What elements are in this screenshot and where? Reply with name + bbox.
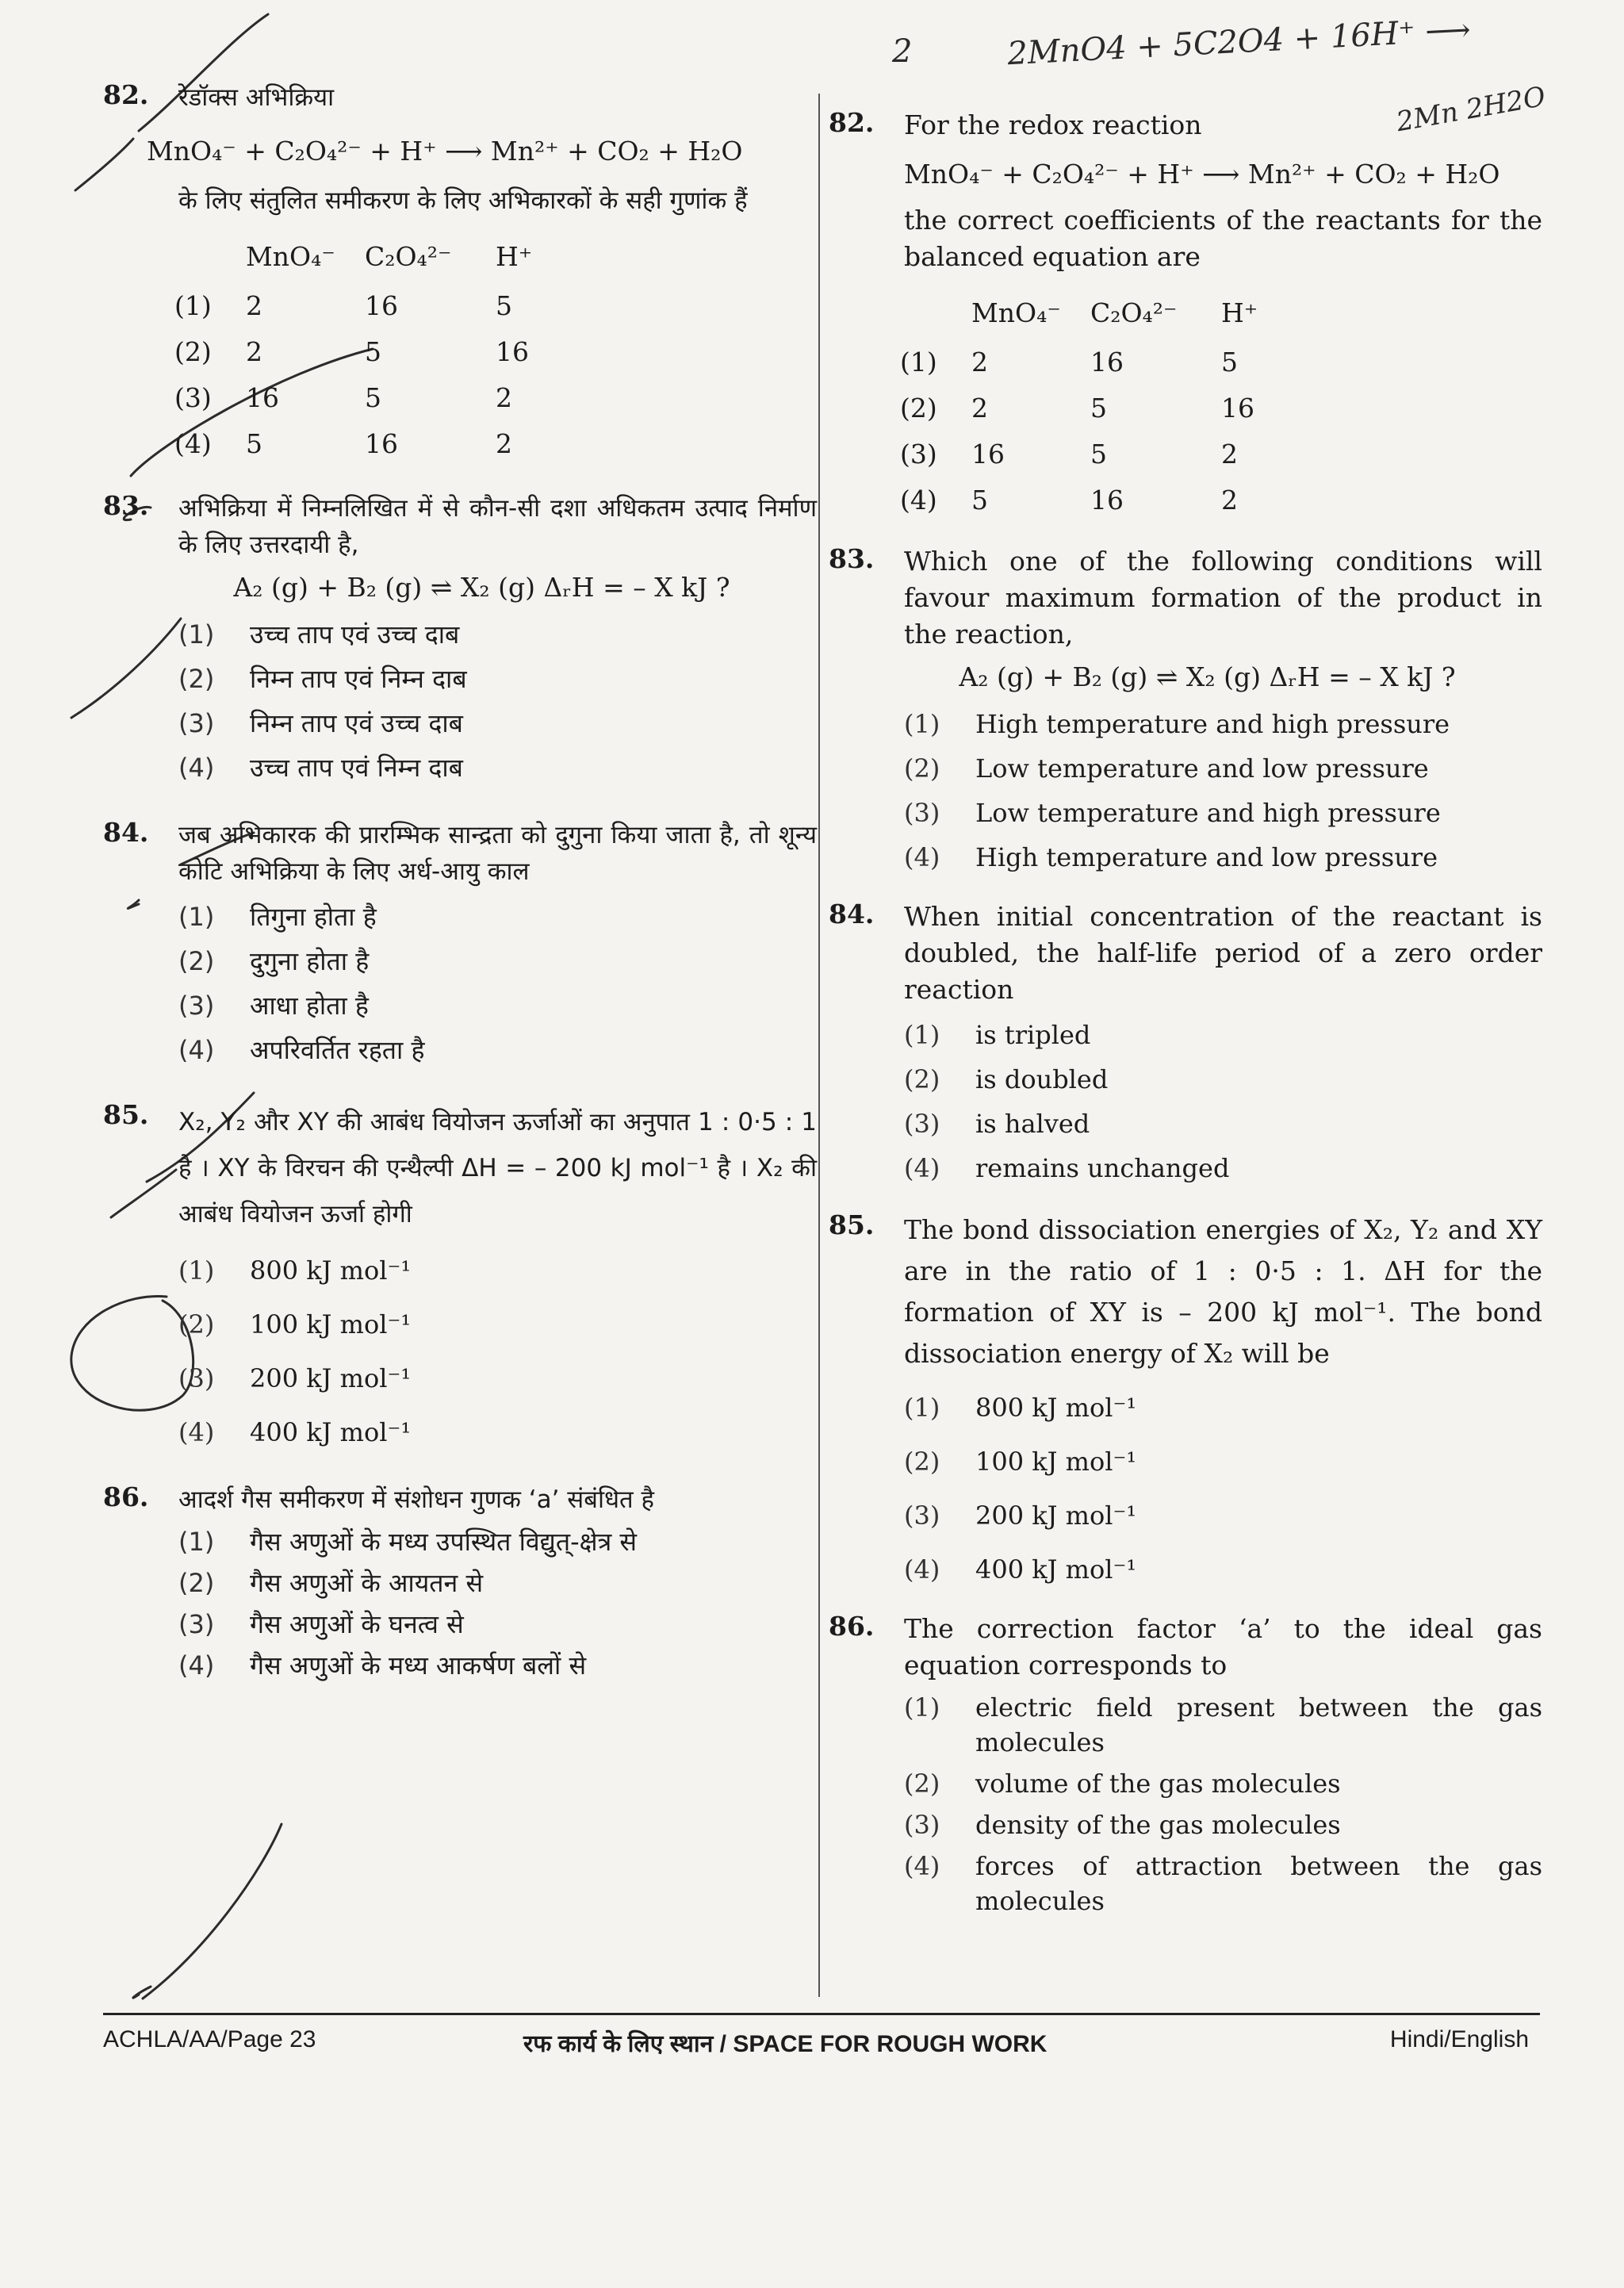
handwritten-two: 2: [892, 33, 913, 70]
option: [904, 1106, 1542, 1141]
question-text: the correct coefficients of the reactants for the balanced equation are: [904, 205, 1542, 272]
option-text: तिगुना होता है: [250, 902, 377, 932]
option: [178, 1648, 817, 1683]
cell: 2: [971, 346, 988, 378]
cell: 2: [1221, 484, 1238, 515]
option-number: (2): [904, 1064, 940, 1094]
option: [178, 1361, 817, 1396]
option: [904, 1151, 1542, 1186]
option-text: उच्च ताप एवं निम्न दाब: [250, 753, 463, 783]
option: [904, 751, 1542, 786]
question-number: 84.: [103, 817, 149, 848]
option-text: remains unchanged: [975, 1153, 1230, 1183]
equation-arrow: ⟶: [436, 136, 491, 167]
option-number: (1): [900, 346, 937, 378]
option-text: 200 kJ mol⁻¹: [975, 1500, 1137, 1531]
reaction-equation: A₂ (g) + B₂ (g) ⇌ X₂ (g) ΔᵣH = – X kJ ?: [959, 661, 1456, 692]
cell: 16: [971, 438, 1005, 469]
option-text: High temperature and high pressure: [975, 709, 1450, 739]
table-row: [900, 431, 1542, 477]
question-86-english: [829, 1611, 1542, 1918]
question-83-hindi: [103, 490, 817, 785]
cell: 5: [1221, 346, 1238, 378]
rough-work-label: रफ कार्य के लिए स्थान / SPACE FOR ROUGH WORK: [523, 2031, 1048, 2057]
cell: 5: [365, 335, 381, 367]
cell: 16: [1090, 346, 1124, 378]
option-number: (4): [174, 427, 212, 459]
cell: 16: [246, 381, 279, 413]
option-text: 800 kJ mol⁻¹: [975, 1393, 1137, 1423]
cell: 2: [971, 392, 988, 423]
question-text: आदर्श गैस समीकरण में संशोधन गुणक ‘a’ संबंधित है: [178, 1485, 655, 1514]
option: [904, 1390, 1542, 1425]
question-number: 83.: [829, 543, 875, 574]
option-text: Low temperature and high pressure: [975, 798, 1441, 828]
cell: 5: [1090, 392, 1107, 423]
cell: 2: [246, 289, 262, 321]
question-text: अभिक्रिया में निम्नलिखित में से कौन-सी दशा अधिकतम उत्पाद निर्माण के लिए उत्तरदायी है,: [178, 494, 817, 559]
option-text: density of the gas molecules: [975, 1810, 1341, 1840]
option-number: (2): [900, 392, 937, 423]
option-text: गैस अणुओं के मध्य आकर्षण बलों से: [250, 1650, 587, 1681]
question-text: When initial concentration of the reactant is doubled, the half-life period of a zero order reaction: [904, 901, 1542, 1005]
option-text: 800 kJ mol⁻¹: [250, 1255, 412, 1286]
option-number: (4): [178, 1650, 215, 1681]
cell: 16: [496, 335, 529, 367]
option-number: (3): [178, 1363, 215, 1393]
option-number: (2): [178, 946, 215, 976]
table-row: [900, 477, 1542, 523]
cell: 5: [971, 484, 988, 515]
question-84-english: [829, 899, 1542, 1186]
option-number: (4): [904, 842, 940, 872]
header-c2o4: C₂O₄²⁻: [365, 240, 452, 272]
option-number: (1): [178, 1527, 215, 1557]
question-number: 82.: [103, 79, 149, 110]
option-number: (1): [904, 1692, 940, 1723]
option: [178, 1253, 817, 1288]
header-h: H⁺: [1221, 297, 1258, 328]
option-text: is halved: [975, 1109, 1090, 1139]
cell: 16: [1221, 392, 1254, 423]
option-number: (3): [178, 991, 215, 1021]
option-number: (1): [178, 1255, 215, 1286]
question-number: 86.: [829, 1611, 875, 1642]
column-divider: [818, 94, 820, 1997]
table-header: [174, 230, 817, 282]
option: [178, 661, 817, 696]
question-86-hindi: [103, 1481, 817, 1683]
option-text: आधा होता है: [250, 991, 369, 1021]
table-row: [900, 385, 1542, 431]
option-number: (4): [904, 1153, 940, 1183]
question-text: The correction factor ‘a’ to the ideal gas equation corresponds to: [904, 1613, 1542, 1681]
option: [904, 1690, 1542, 1760]
header-mno4: MnO₄⁻: [971, 297, 1061, 328]
option-number: (3): [178, 708, 215, 738]
question-title: For the redox reaction: [904, 109, 1202, 140]
question-title: रेडॉक्स अभिक्रिया: [178, 83, 335, 112]
option-number: (1): [174, 289, 212, 321]
option: [178, 1524, 817, 1559]
option-text: electric field present between the gas molecules: [975, 1692, 1542, 1757]
header-h: H⁺: [496, 240, 533, 272]
option-number: (4): [178, 1035, 215, 1065]
option: [904, 1766, 1542, 1801]
table-row: [174, 374, 817, 420]
option-number: (1): [904, 1020, 940, 1050]
option-number: (2): [178, 664, 215, 694]
cell: 2: [246, 335, 262, 367]
option-text: अपरिवर्तित रहता है: [250, 1035, 425, 1065]
option-text: उच्च ताप एवं उच्च दाब: [250, 619, 460, 650]
option: [178, 1566, 817, 1600]
question-number: 83.: [103, 490, 149, 521]
option: [178, 1307, 817, 1342]
coefficient-table: [174, 230, 817, 466]
option-number: (3): [178, 1609, 215, 1639]
cell: 5: [1090, 438, 1107, 469]
question-82-english: [829, 107, 1542, 523]
cell: 5: [365, 381, 381, 413]
option-number: (3): [900, 438, 937, 469]
table-row: [174, 420, 817, 466]
option: [904, 1062, 1542, 1097]
option: [904, 1849, 1542, 1918]
footer-rule: [103, 2013, 1540, 2015]
cell: 16: [365, 427, 398, 459]
option-number: (1): [178, 902, 215, 932]
option-text: 400 kJ mol⁻¹: [975, 1554, 1137, 1585]
option-number: (2): [178, 1309, 215, 1339]
option-text: गैस अणुओं के मध्य उपस्थित विद्युत्-क्षेत्र से: [250, 1527, 638, 1557]
option: [904, 1444, 1542, 1479]
table-header: [900, 286, 1542, 339]
option-number: (1): [178, 619, 215, 650]
option: [904, 707, 1542, 742]
option: [178, 899, 817, 934]
handwritten-top-note: 2MnO4 + 5C2O4 + 16H⁺ ⟶: [1006, 11, 1472, 73]
option: [178, 706, 817, 741]
question-number: 85.: [103, 1099, 149, 1130]
option-number: (3): [904, 1109, 940, 1139]
equation-products: Mn²⁺ + CO₂ + H₂O: [490, 136, 743, 167]
option-number: (2): [904, 1447, 940, 1477]
header-c2o4: C₂O₄²⁻: [1090, 297, 1178, 328]
option-number: (4): [904, 1554, 940, 1585]
option: [904, 840, 1542, 875]
table-row: [900, 339, 1542, 385]
option-number: (4): [178, 753, 215, 783]
option-number: (4): [904, 1851, 940, 1881]
question-number: 85.: [829, 1209, 875, 1240]
option-text: Low temperature and low pressure: [975, 753, 1429, 784]
question-85-english: [829, 1209, 1542, 1587]
option-text: 200 kJ mol⁻¹: [250, 1363, 412, 1393]
english-column: [829, 107, 1542, 1939]
question-83-english: [829, 543, 1542, 875]
option: [904, 1552, 1542, 1587]
table-row: [174, 282, 817, 328]
reaction-equation: MnO₄⁻ + C₂O₄²⁻ + H⁺ ⟶ Mn²⁺ + CO₂ + H₂O: [904, 159, 1500, 190]
question-text: X₂, Y₂ और XY की आबंध वियोजन ऊर्जाओं का अनुपात 1 : 0·5 : 1 है । XY के विरचन की एन्थैल्पी ΔH = – 200 kJ mol⁻¹ है । X₂ की आबंध वियोजन ऊर्जा होगी: [178, 1108, 817, 1228]
option-number: (4): [900, 484, 937, 515]
hindi-column: [103, 79, 817, 1704]
option-number: (1): [904, 1393, 940, 1423]
option-text: volume of the gas molecules: [975, 1769, 1341, 1799]
option: [178, 944, 817, 979]
page-code: ACHLA/AA/Page 23: [103, 2026, 316, 2052]
question-82-hindi: [103, 79, 817, 466]
option-text: is tripled: [975, 1020, 1091, 1050]
option: [178, 988, 817, 1023]
option-text: is doubled: [975, 1064, 1109, 1094]
cell: 16: [365, 289, 398, 321]
option-text: निम्न ताप एवं उच्च दाब: [250, 708, 463, 738]
option-text: forces of attraction between the gas molecules: [975, 1851, 1542, 1916]
option-number: (2): [178, 1568, 215, 1598]
reaction-equation: A₂ (g) + B₂ (g) ⇌ X₂ (g) ΔᵣH = – X kJ ?: [233, 572, 730, 603]
question-85-hindi: [103, 1099, 817, 1450]
option: [178, 617, 817, 652]
option: [178, 1033, 817, 1067]
option-number: (2): [904, 753, 940, 784]
equation-reactants: MnO₄⁻ + C₂O₄²⁻ + H⁺: [147, 136, 437, 167]
option-text: गैस अणुओं के घनत्व से: [250, 1609, 464, 1639]
option: [178, 1607, 817, 1642]
header-mno4: MnO₄⁻: [246, 240, 335, 272]
cell: 5: [496, 289, 512, 321]
reaction-equation: [147, 132, 817, 171]
question-number: 82.: [829, 107, 875, 138]
cell: 2: [496, 427, 512, 459]
cell: 16: [1090, 484, 1124, 515]
question-number: 86.: [103, 1481, 149, 1512]
language-label: Hindi/English: [1389, 2026, 1529, 2052]
option-number: (1): [904, 709, 940, 739]
option-number: (4): [178, 1417, 215, 1447]
option-text: दुगुना होता है: [250, 946, 370, 976]
cell: 2: [1221, 438, 1238, 469]
question-84-hindi: [103, 817, 817, 1067]
option-text: High temperature and low pressure: [975, 842, 1438, 872]
option-number: (3): [174, 381, 212, 413]
option-number: (2): [904, 1769, 940, 1799]
option-text: निम्न ताप एवं निम्न दाब: [250, 664, 467, 694]
option-text: 100 kJ mol⁻¹: [975, 1447, 1137, 1477]
cell: 5: [246, 427, 262, 459]
option-text: 400 kJ mol⁻¹: [250, 1417, 412, 1447]
option: [178, 1415, 817, 1450]
option-number: (3): [904, 1500, 940, 1531]
question-number: 84.: [829, 899, 875, 929]
option: [904, 795, 1542, 830]
table-row: [174, 328, 817, 374]
option: [904, 1498, 1542, 1533]
option: [904, 1018, 1542, 1052]
handwritten-margin-note: 2Mn 2H2O: [1393, 80, 1548, 139]
option-number: (3): [904, 1810, 940, 1840]
option-text: गैस अणुओं के आयतन से: [250, 1568, 484, 1598]
question-text: के लिए संतुलित समीकरण के लिए अभिकारकों के सही गुणांक हैं: [178, 186, 748, 215]
question-text: Which one of the following conditions will favour maximum formation of the product in the reaction,: [904, 546, 1542, 650]
option: [178, 750, 817, 785]
option-number: (2): [174, 335, 212, 367]
option: [904, 1807, 1542, 1842]
cell: 2: [496, 381, 512, 413]
question-text: The bond dissociation energies of X₂, Y₂ and XY are in the ratio of 1 : 0·5 : 1. ΔH for the formation of XY is – 200 kJ mol⁻¹. The bond dissociation energy of X₂ will be: [904, 1214, 1542, 1369]
option-number: (3): [904, 798, 940, 828]
option-text: 100 kJ mol⁻¹: [250, 1309, 412, 1339]
question-text: जब अभिकारक की प्रारम्भिक सान्द्रता को दुगुना किया जाता है, तो शून्य कोटि अभिक्रिया के लिए अर्ध-आयु काल: [178, 821, 817, 886]
coefficient-table: [900, 286, 1542, 523]
